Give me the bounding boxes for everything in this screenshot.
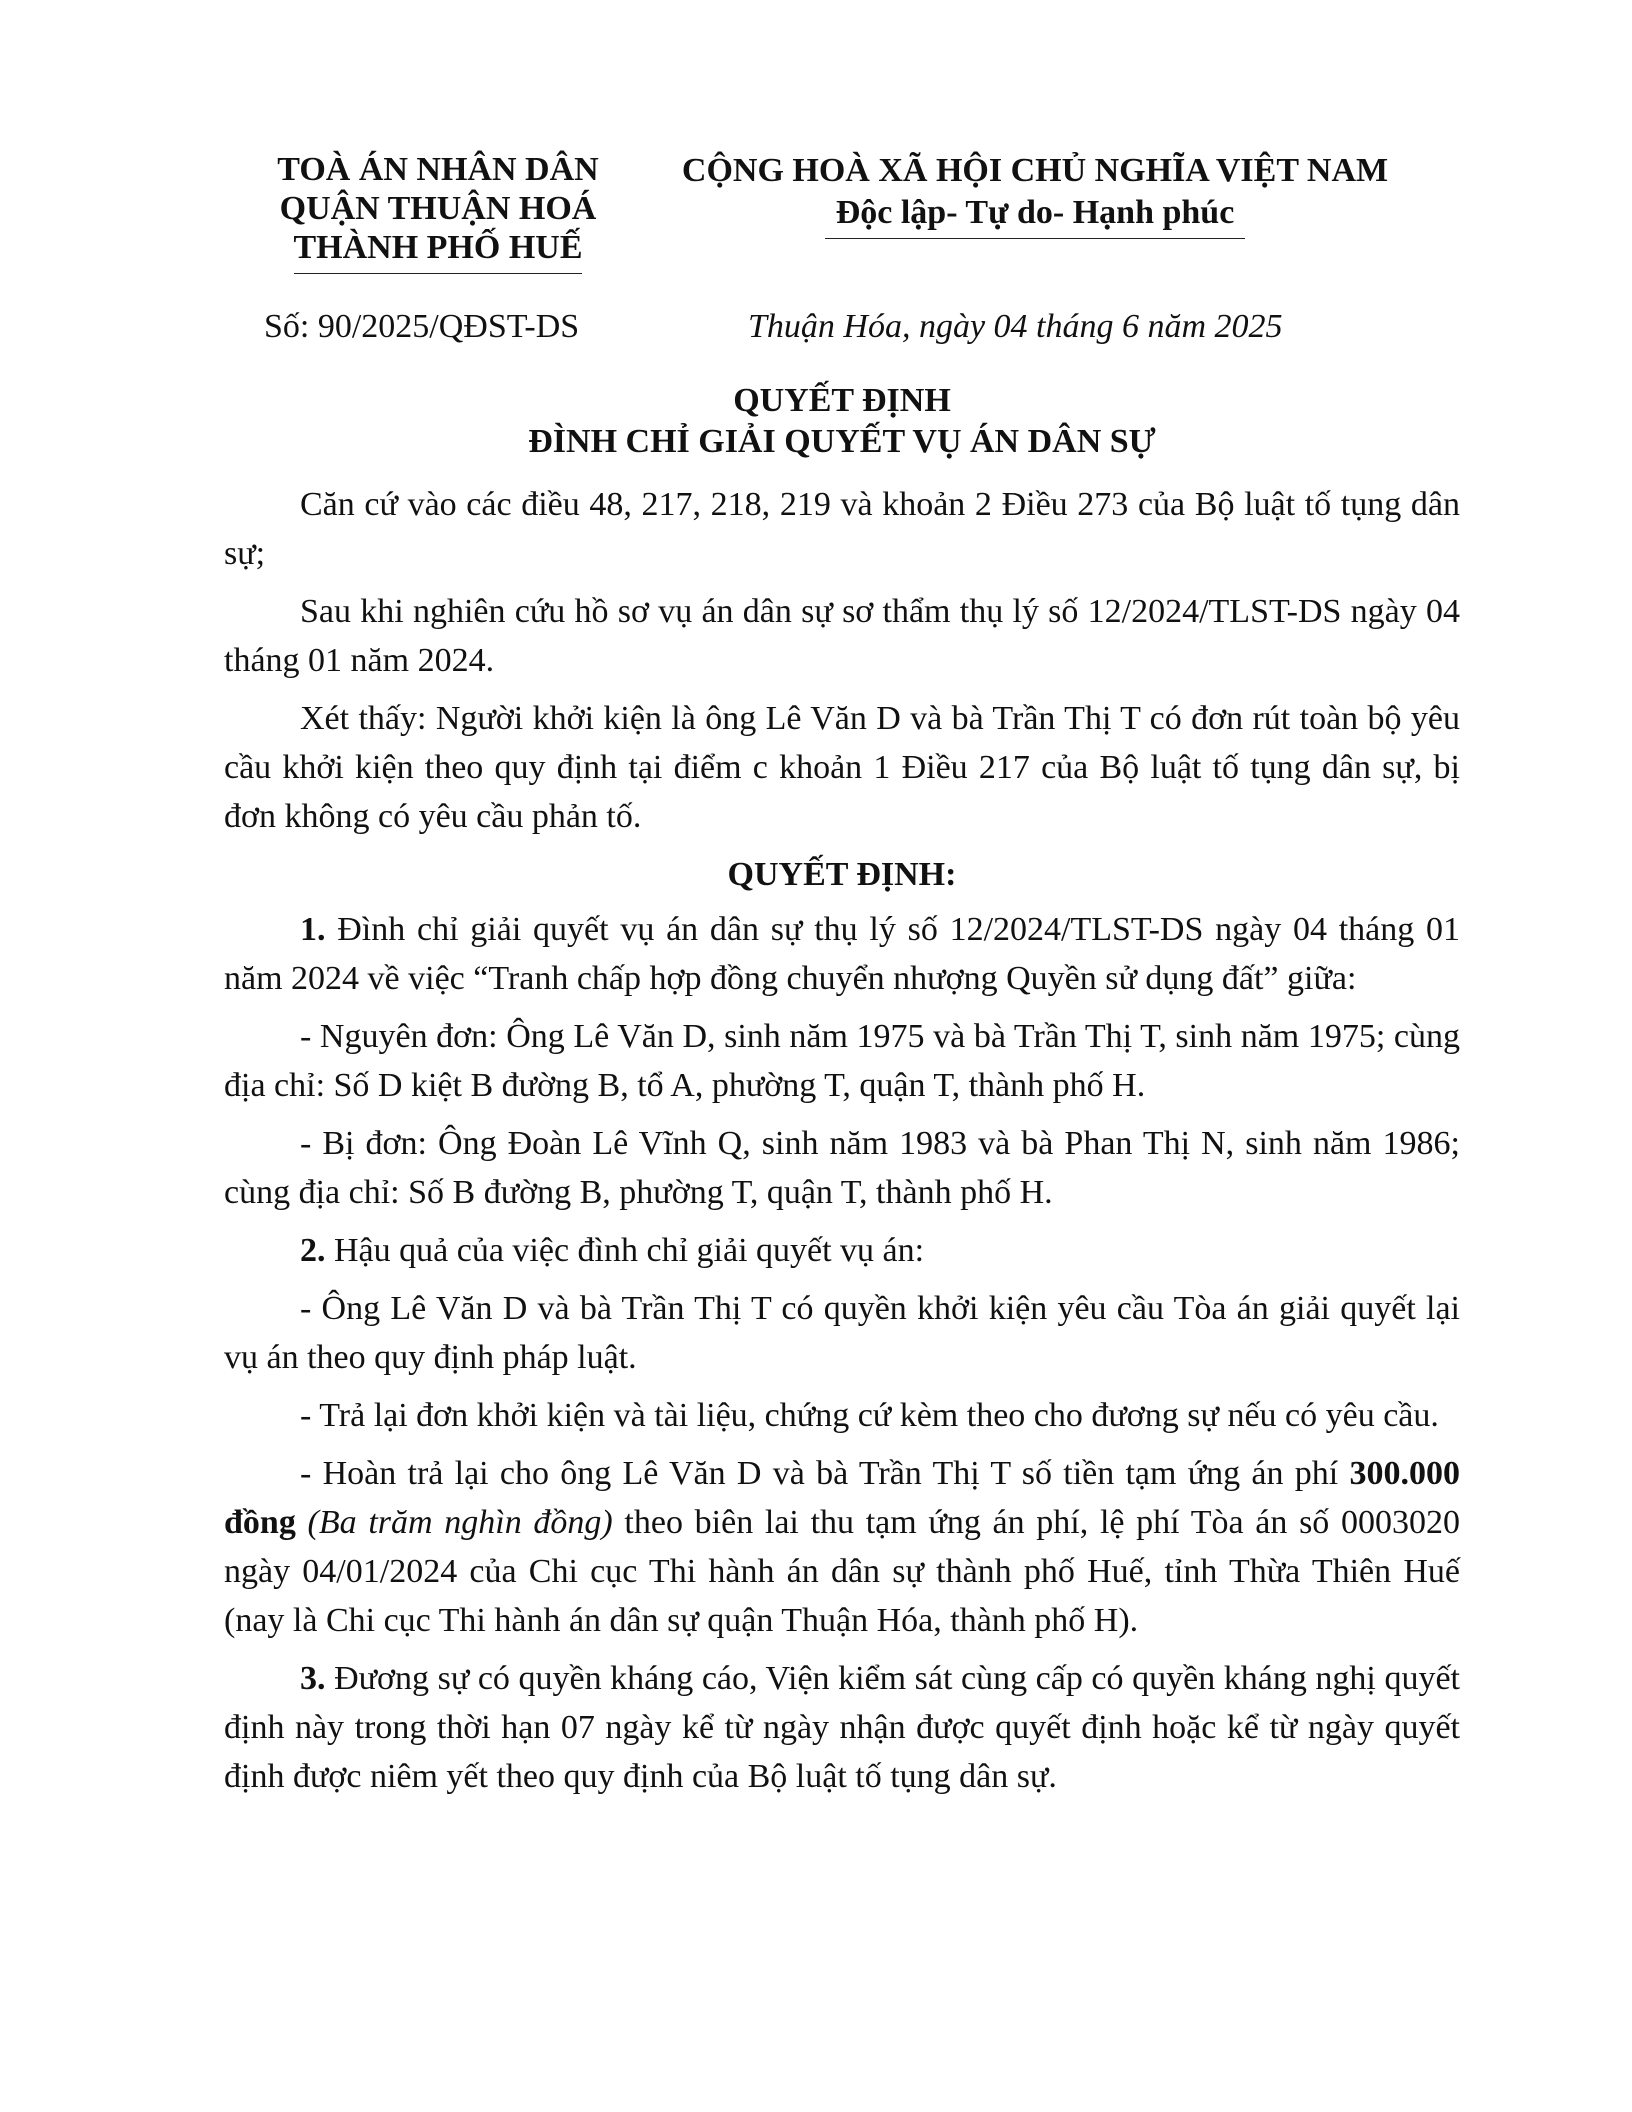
court-header xyxy=(258,150,618,274)
document-body xyxy=(224,480,1460,1810)
item-1-number: 1. xyxy=(300,911,326,948)
court-header-underline xyxy=(294,273,582,274)
court-name-line-2: QUẬN THUẬN HOÁ xyxy=(279,190,597,227)
consequence-refile: - Ông Lê Văn D và bà Trần Thị T có quyền khởi kiện yêu cầu Tòa án giải quyết lại vụ án theo quy định pháp luật. xyxy=(224,1290,1460,1376)
preamble-legal-basis: Căn cứ vào các điều 48, 217, 218, 219 và khoản 2 Điều 273 của Bộ luật tố tụng dân sự; xyxy=(224,486,1460,572)
national-motto: Độc lập- Tự do- Hạnh phúc xyxy=(835,194,1235,231)
item-1-text: Đình chỉ giải quyết vụ án dân sự thụ lý số 12/2024/TLST-DS ngày 04 tháng 01 năm 2024 về việc “Tranh chấp hợp đồng chuyển nhượng Quyền sử dụng đất” giữa: xyxy=(224,911,1460,997)
court-name-line-1: TOÀ ÁN NHÂN DÂN xyxy=(277,151,599,188)
consequence-refund xyxy=(224,1449,1460,1645)
motto-underline xyxy=(825,238,1245,239)
national-header xyxy=(660,150,1410,239)
preamble-finding: Xét thấy: Người khởi kiện là ông Lê Văn D và bà Trần Thị T có đơn rút toàn bộ yêu cầu khởi kiện theo quy định tại điểm c khoản 1 Điều 217 của Bộ luật tố tụng dân sự, bị đơn không có yêu cầu phản tố. xyxy=(224,700,1460,835)
decision-item-1 xyxy=(224,905,1460,1003)
document-number: Số: 90/2025/QĐST-DS xyxy=(264,308,580,345)
place-and-date: Thuận Hóa, ngày 04 tháng 6 năm 2025 xyxy=(748,308,1283,345)
preamble-case-review: Sau khi nghiên cứu hồ sơ vụ án dân sự sơ thẩm thụ lý số 12/2024/TLST-DS ngày 04 tháng 01 năm 2024. xyxy=(224,593,1460,679)
document-title xyxy=(224,380,1460,462)
item-2-number: 2. xyxy=(300,1232,326,1269)
item-2-text: Hậu quả của việc đình chỉ giải quyết vụ án: xyxy=(325,1232,925,1269)
consequence-return-documents: - Trả lại đơn khởi kiện và tài liệu, chứng cứ kèm theo cho đương sự nếu có yêu cầu. xyxy=(300,1397,1439,1434)
refund-text-end: theo biên lai thu tạm ứng án phí, lệ phí Tòa án số 0003020 ngày 04/01/2024 của Chi cục Thi hành án dân sự thành phố Huế, tỉnh Thừa Thiên Huế (nay là Chi cục Thi hành án dân sự quận Thuận Hóa, thành phố H). xyxy=(224,1504,1460,1639)
defendant-paragraph: - Bị đơn: Ông Đoàn Lê Vĩnh Q, sinh năm 1983 và bà Phan Thị N, sinh năm 1986; cùng địa chỉ: Số B đường B, phường T, quận T, thành phố H. xyxy=(224,1125,1460,1211)
refund-text-start: - Hoàn trả lại cho ông Lê Văn D và bà Trần Thị T số tiền tạm ứng án phí xyxy=(300,1455,1350,1492)
decision-item-2 xyxy=(224,1226,1460,1275)
refund-amount-words: (Ba trăm nghìn đồng) xyxy=(307,1504,613,1541)
item-3-number: 3. xyxy=(300,1660,326,1697)
decision-item-3 xyxy=(224,1654,1460,1801)
plaintiff-paragraph: - Nguyên đơn: Ông Lê Văn D, sinh năm 1975 và bà Trần Thị T, sinh năm 1975; cùng địa chỉ: Số D kiệt B đường B, tổ A, phường T, quận T, thành phố H. xyxy=(224,1018,1460,1104)
refund-amount: 300.000 đồng xyxy=(224,1455,1460,1541)
national-title: CỘNG HOÀ XÃ HỘI CHỦ NGHĨA VIỆT NAM xyxy=(681,152,1389,189)
title-line-1: QUYẾT ĐỊNH xyxy=(733,382,951,419)
title-line-2: ĐÌNH CHỈ GIẢI QUYẾT VỤ ÁN DÂN SỰ xyxy=(528,423,1156,460)
court-name-line-3: THÀNH PHỐ HUẾ xyxy=(293,229,583,266)
item-3-text: Đương sự có quyền kháng cáo, Viện kiểm sát cùng cấp có quyền kháng nghị quyết định này trong thời hạn 07 ngày kể từ ngày nhận được quyết định hoặc kể từ ngày quyết định được niêm yết theo quy định của Bộ luật tố tụng dân sự. xyxy=(224,1660,1460,1795)
decision-heading: QUYẾT ĐỊNH: xyxy=(727,856,957,893)
